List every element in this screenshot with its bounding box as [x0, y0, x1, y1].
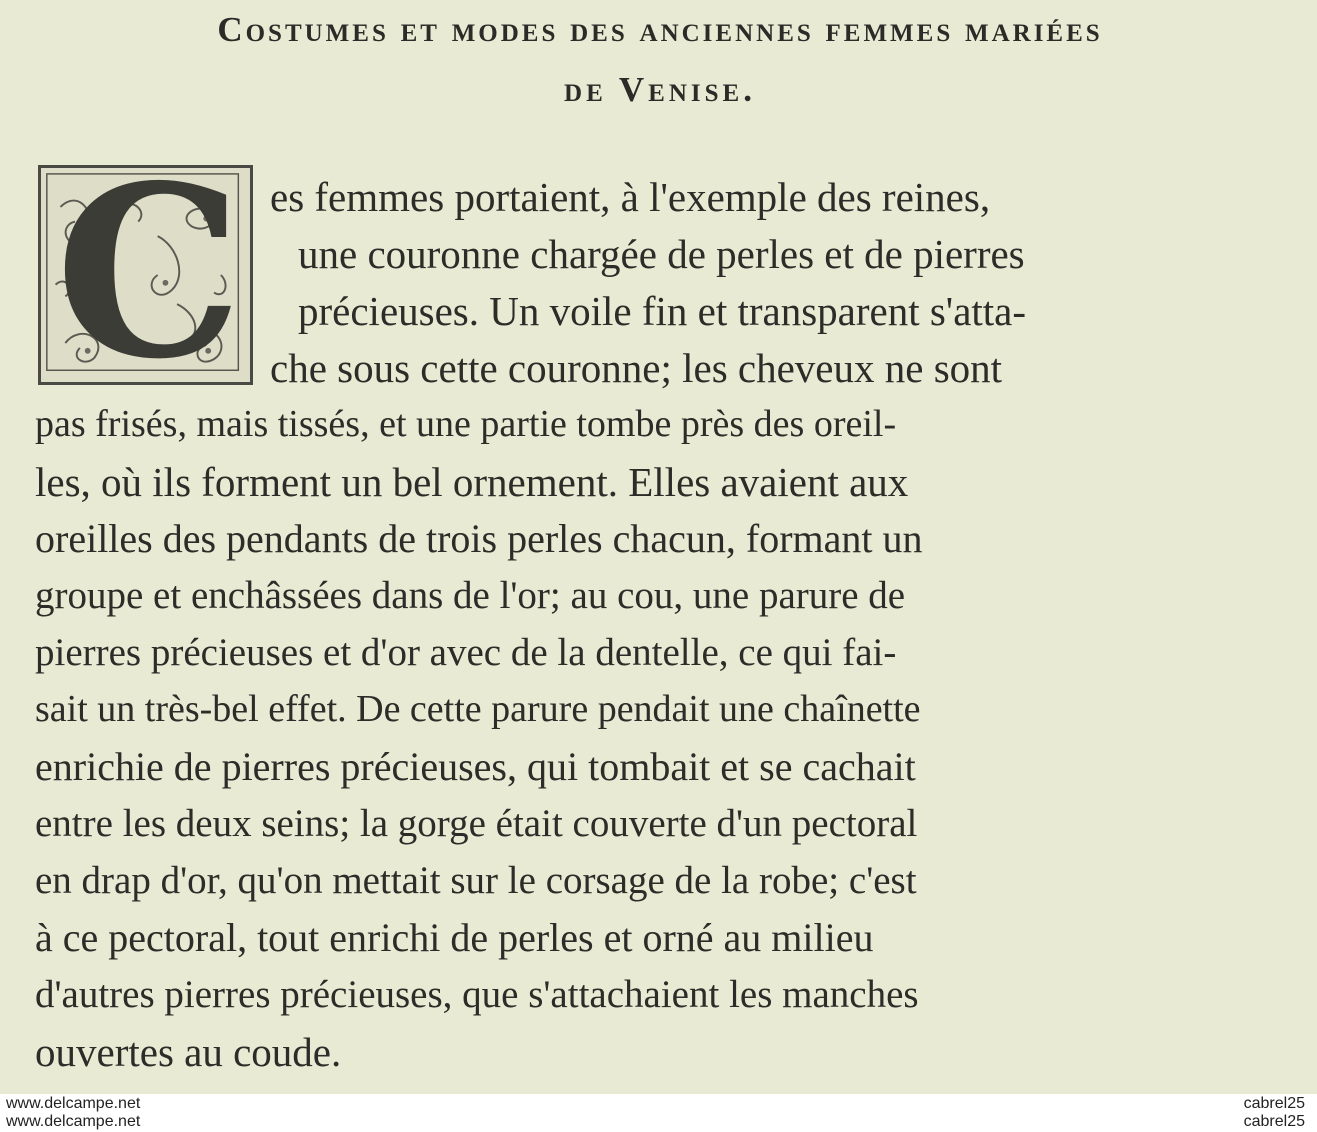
watermark-site-bottom: www.delcampe.net [6, 1113, 141, 1130]
body-line-10: sait un très-bel effet. De cette parure pendait une chaînette [35, 688, 921, 730]
title-line-1: Costumes et modes des anciennes femmes mariées [217, 10, 1103, 49]
body-line-5: pas frisés, mais tissés, et une partie tombe près des oreil- [35, 403, 897, 445]
watermark-site-top: www.delcampe.net [6, 1095, 141, 1112]
body-line-16: ouvertes au coude. [35, 1029, 342, 1075]
body-line-13: en drap d'or, qu'on mettait sur le corsage de la robe; c'est [35, 859, 917, 902]
watermark-footer [0, 1094, 1317, 1132]
body-line-2: une couronne chargée de perles et de pierres [298, 231, 1025, 277]
body-line-11: enrichie de pierres précieuses, qui tombait et se cachait [35, 744, 916, 789]
ornamental-dropcap [38, 133, 253, 411]
body-line-6: les, où ils forment un bel ornement. Elles avaient aux [35, 459, 909, 505]
title-line-2: de Venise. [564, 70, 756, 109]
body-line-12: entre les deux seins; la gorge était couverte d'un pectoral [35, 802, 918, 845]
body-line-8: groupe et enchâssées dans de l'or; au cou, une parure de [35, 574, 906, 617]
body-line-15: d'autres pierres précieuses, que s'attachaient les manches [35, 973, 919, 1016]
body-line-1: es femmes portaient, à l'exemple des reines, [270, 174, 991, 220]
body-line-9: pierres précieuses et d'or avec de la dentelle, ce qui fai- [35, 631, 897, 674]
dropcap-letter: C [55, 133, 243, 411]
body-line-3: précieuses. Un voile fin et transparent s'atta- [298, 288, 1027, 334]
body-line-7: oreilles des pendants de trois perles chacun, formant un [35, 516, 923, 561]
body-line-14: à ce pectoral, tout enrichi de perles et orné au milieu [35, 915, 874, 960]
watermark-seller-bottom: cabrel25 [1243, 1113, 1305, 1130]
watermark-seller-top: cabrel25 [1243, 1095, 1305, 1112]
body-line-4: che sous cette couronne; les cheveux ne sont [270, 345, 1003, 391]
